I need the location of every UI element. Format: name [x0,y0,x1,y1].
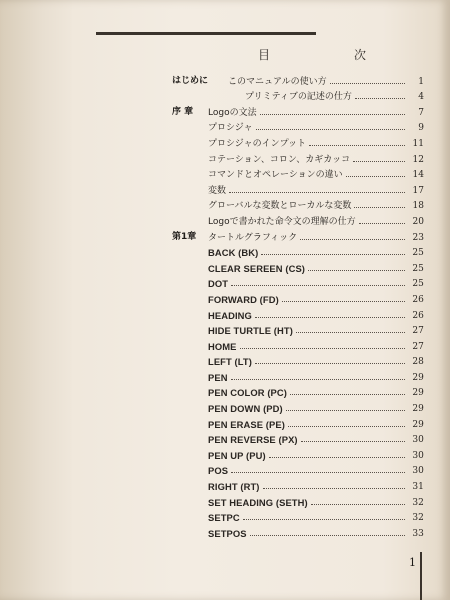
entry-title: HIDE TURTLE (HT) [208,325,293,337]
entry-title: PEN ERASE (PE) [208,418,285,430]
entry-page-number: 7 [418,107,424,118]
entry-title: PEN REVERSE (PX) [208,434,298,446]
entry-title: HEADING [208,309,252,321]
entry-title: CLEAR SEREEN (CS) [208,262,306,274]
entry-page-number: 23 [412,232,424,243]
entry-title: BACK (BK) [208,247,259,259]
entry-title: PEN DOWN (PD) [208,403,283,415]
chapter-label: 第1章 [172,231,197,242]
entry-title: PEN COLOR (PC) [208,387,288,399]
entry-title: プロシジャのインプット [208,138,306,149]
entry-page-number: 12 [412,154,424,165]
entry-page-number: 25 [412,279,424,290]
entry-title: SETPC [208,512,240,524]
entry-title: SETPOS [208,527,247,539]
entry-title: RIGHT (RT) [208,481,260,493]
entry-title: コテーション、コロン、カギカッコ [208,154,351,165]
heading-char-right: 次 [353,48,366,62]
chapter-label: はじめに [172,75,209,86]
entry-page-number: 27 [412,341,424,352]
entry-page-number: 20 [412,216,424,227]
entry-page-number: 30 [412,435,424,446]
entry-page-number: 29 [412,419,424,430]
entry-title: タートルグラフィック [208,232,298,243]
entry-page-number: 25 [412,263,424,274]
entry-page-number: 32 [412,513,424,524]
entry-title: POS [208,465,229,477]
entry-page-number: 25 [412,248,424,259]
entry-page-number: 18 [412,201,424,212]
entry-title: PEN UP (PU) [208,449,266,461]
entry-page-number: 1 [418,76,424,87]
entry-page-number: 30 [412,450,424,461]
entry-page-number: 31 [412,482,424,493]
entry-title: Logoで書かれた命令文の理解の仕方 [208,216,356,227]
entry-title: FORWARD (FD) [208,293,279,305]
entry-page-number: 32 [412,497,424,508]
chapter-label: 序 章 [172,106,194,117]
entry-title: LEFT (LT) [208,356,252,368]
entry-title: SET HEADING (SETH) [208,496,308,508]
page-number: 1 [409,556,416,569]
entry-page-number: 29 [412,372,424,383]
entry-page-number: 26 [412,294,424,305]
entry-page-number: 4 [418,92,424,103]
entry-title: プリミティブの記述の仕方 [245,92,352,103]
entry-title: コマンドとオペレーションの違い [208,170,343,181]
entry-page-number: 26 [412,310,424,321]
entry-title: Logoの文法 [208,107,257,118]
entry-title: 変数 [208,185,227,196]
entry-title: DOT [208,278,229,290]
entry-page-number: 29 [412,404,424,415]
entry-title: PEN [208,371,228,383]
entry-page-number: 11 [412,138,424,149]
entry-title: HOME [208,340,237,352]
heading-char-left: 目 [258,48,271,62]
entry-page-number: 30 [412,466,424,477]
entry-page-number: 17 [412,185,424,196]
entry-page-number: 9 [418,123,424,134]
entry-page-number: 27 [412,326,424,337]
entry-page-number: 29 [412,388,424,399]
entry-title: このマニュアルの使い方 [228,76,327,87]
entry-title: グローバルな変数とローカルな変数 [208,201,352,212]
entry-page-number: 14 [412,170,424,181]
entry-page-number: 28 [412,357,424,368]
entry-page-number: 33 [412,528,424,539]
entry-title: プロシジャ [208,123,253,134]
